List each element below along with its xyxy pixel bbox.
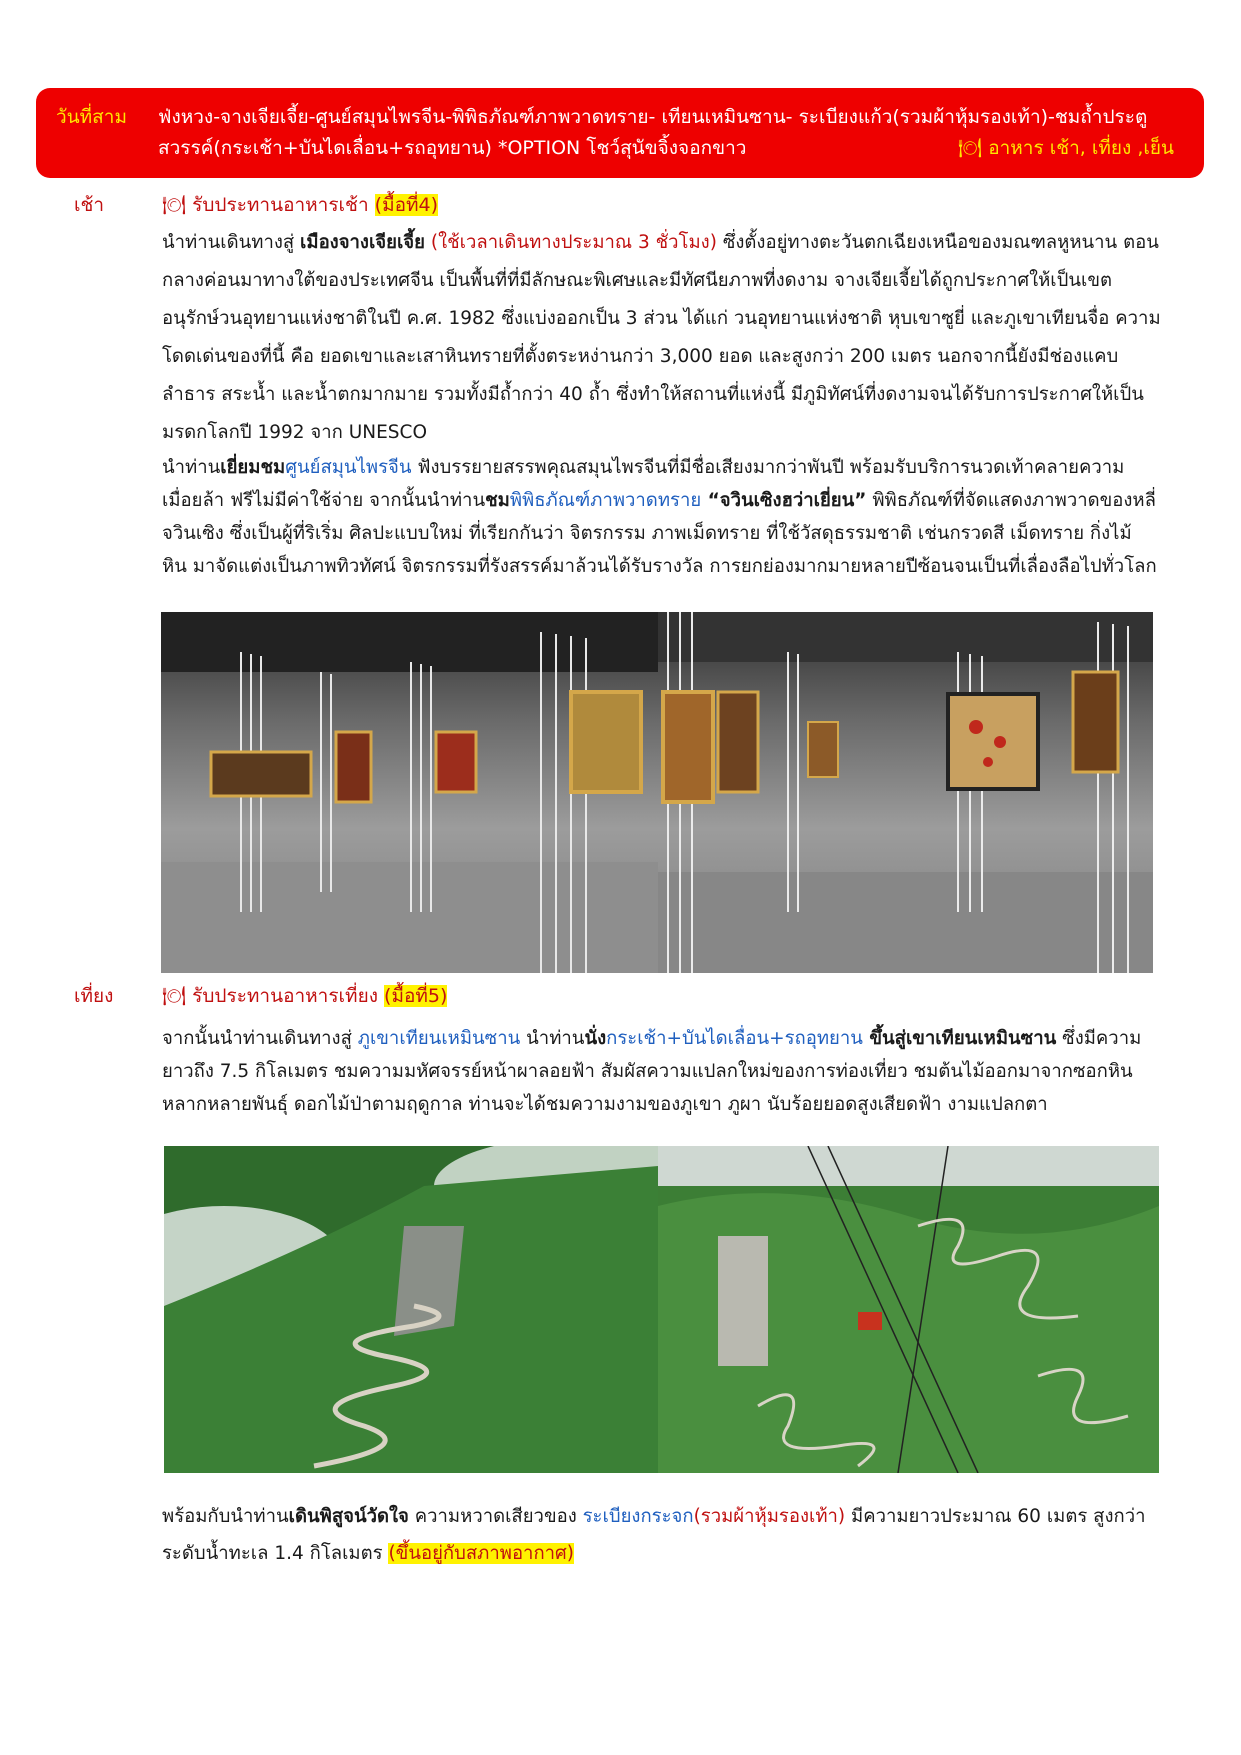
text: พร้อมกับนำท่าน [162,1506,289,1527]
text: นำท่านเดินทางสู่ [162,232,301,253]
meal-number-4: (มื้อที่4) [374,194,439,216]
museum-chinese-name: “จวินเซิงฮว่าเยี่ยน” [701,490,867,511]
cable-car-photo [658,1146,1159,1473]
tianmen-mountain-bold: เขาเทียนเหมินซาน [905,1028,1057,1049]
text: ซึ่งตั้งอยู่ทางตะวันตกเฉียงเหนือของมณฑลหูหนาน ตอนกลางค่อนมาทางใต้ของประเทศจีน เป็นพื้นที่ที่มีลักษณะพิเศษและมีทัศนียภาพที่งดงาม จางเจียเจี้ยได้ถูกประกาศให้เป็นเขตอนุรักษ์วนอุทยานแห่งชาติในปี ค.ศ. 1982 ซึ่งแบ่งออกเป็น 3 ส่วน ได้แก่ วนอุทยานแห่งชาติ หุบเขาซูยี่ และภูเขาเทียนจื่อ ความโดดเด่นของที่นี้ คือ ยอดเขาและเสาหินทรายที่ตั้งตระหง่านกว่า 3,000 ยอด และสูงกว่า 200 เมตร นอกจากนี้ยังมีช่องแคบ ลำธาร สระน้ำ และน้ำตกมากมาย รวมทั้งมีถ้ำกว่า 40 ถ้ำ ซึ่งทำให้สถานที่แห่งนี้ มีภูมิทัศน์ที่งดงามจนได้รับการประกาศให้เป็นมรดกโลกปี 1992 จาก UNESCO [162,232,1161,443]
day-header-banner [36,88,1204,178]
text: จากนั้นนำท่านเดินทางสู่ [162,1028,358,1049]
meals-summary: 🍽 อาหาร เช้า, เที่ยง ,เย็น [958,137,1174,159]
ascend-emphasis: ขึ้นสู่ [862,1028,906,1049]
time-slot-noon: เที่ยง [74,985,114,1007]
lunch-label: 🍽 รับประทานอาหารเที่ยง [162,985,378,1007]
tianmen-mountain-name: ภูเขาเทียนเหมินซาน [357,1028,521,1049]
gallery-photo-right [658,612,1153,973]
time-slot-morning: เช้า [74,194,105,216]
see-emphasis: ชม [485,490,510,511]
text: ฟังบรรยายสรรพคุณสมุนไพรจีนที่มีชื่อเสียงมากว่าพันปี พร้อมรับบริการนวดเท้าคลายความเมื่อยล้า ฟรีไม่มีค่าใช้จ่าย จากนั้นนำท่าน [162,457,1125,511]
text: พิพิธภัณฑ์ที่จัดแสดงภาพวาดของหลี่จวินเซิง ซึ่งเป็นผู้ที่ริเริ่ม ศิลปะแบบใหม่ ที่เรียกกันว่า จิตรกรรม ภาพเม็ดทราย ที่ใช้วัสดุธรรมชาติ เช่นกรวดสี เม็ดทราย กิ่งไม้ หิน มาจัดแต่งเป็นภาพทิวทัศน์ จิตรกรรมที่รังสรรค์มาล้วนได้รับรางวัล การยกย่องมากมายหลายปีซ้อนจนเป็นที่เลื่องลือไปทั่วโลก [162,490,1157,577]
challenge-emphasis: เดินพิสูจน์วัดใจ [288,1506,409,1527]
visit-emphasis: เยี่ยมชม [220,457,286,478]
glass-walkway-name: ระเบียงกระจก [582,1506,694,1527]
text: มีความยาวประมาณ 60 เมตร สูงกว่าระดับน้ำทะเล 1.4 กิโลเมตร [162,1506,1146,1564]
lunch-line [162,981,447,1011]
travel-time-note: (ใช้เวลาเดินทางประมาณ 3 ชั่วโมง) [424,232,717,253]
zhangjiajie-city: เมืองจางเจียเจี้ย [300,232,425,253]
ride-emphasis: นั่ง [584,1028,607,1049]
shoe-cover-note: (รวมผ้าหุ้มรองเท้า) [693,1506,846,1527]
text: ความหวาดเสียวของ [408,1506,583,1527]
herb-center-name: ศูนย์สมุนไพรจีน [285,457,412,478]
breakfast-label: 🍽 รับประทานอาหารเช้า [162,194,369,216]
glass-walkway-paragraph [162,1498,1162,1572]
sand-painting-museum-name: พิพิธภัณฑ์ภาพวาดทราย [509,490,702,511]
breakfast-line [162,190,438,220]
gallery-photo-left [161,612,658,973]
route-summary: ฟ่งหวง-จางเจียเจี้ย-ศูนย์สมุนไพรจีน-พิพิธภัณฑ์ภาพวาดทราย- เทียนเหมินซาน- ระเบียงแก้ว(รวมผ้าหุ้มรองเท้า)-ชมถ้ำประตูสวรรค์(กระเช้า+บันไดเลื่อน+รถอุทยาน) *OPTION โชว์สุนัขจิ้งจอกขาว [158,106,1148,159]
herb-center-paragraph [162,451,1162,583]
day-label: วันที่สาม [56,106,127,128]
text: นำท่าน [162,457,221,478]
tianmen-mountain-paragraph [162,1022,1162,1121]
cable-car-escalator-shuttle: กระเช้า+บันไดเลื่อน+รถอุทยาน [606,1028,863,1049]
text: ซึ่งมีความยาวถึง 7.5 กิโลเมตร ชมความมหัศจรรย์หน้าผาลอยฟ้า สัมผัสความแปลกใหม่ของการท่องเที่ยว ชมต้นไม้ออกมาจากซอกหิน หลากหลายพันธุ์ ดอกไม้ป่าตามฤดูกาล ท่านจะได้ชมความงามของภูเขา ภูผา นับร้อยยอดสูงเสียดฟ้า งามแปลกตา [162,1028,1142,1115]
text: นำท่าน [520,1028,585,1049]
weather-note: (ขึ้นอยู่กับสภาพอากาศ) [388,1543,574,1564]
zhangjiajie-paragraph [162,224,1162,452]
winding-road-photo [164,1146,658,1473]
meal-number-5: (มื้อที่5) [384,985,448,1007]
